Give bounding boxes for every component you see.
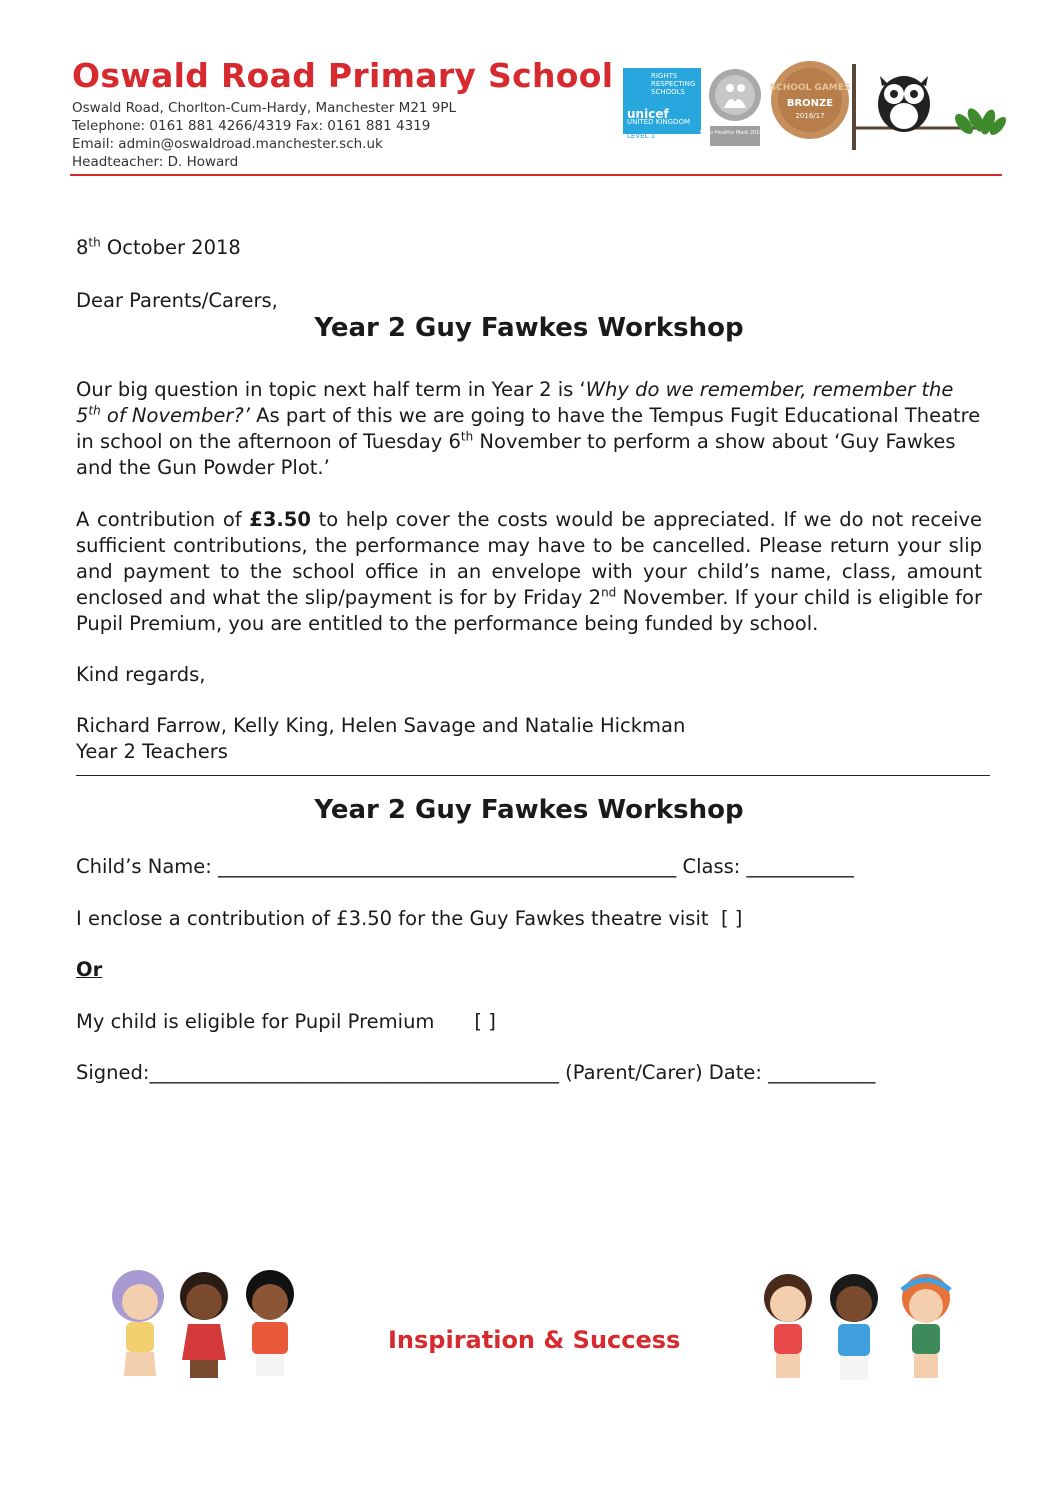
letter-signatory-role: Year 2 Teachers (76, 740, 228, 763)
rights-respecting-schools-logo (623, 68, 701, 140)
rrs-level-text: LEVEL 1 (627, 132, 656, 140)
rrs-uk-text: UNITED KINGDOM (627, 118, 690, 126)
letter-date: 8th October 2018 (76, 235, 241, 259)
bronze-year-text: 2016/17 (795, 112, 825, 120)
bronze-mid-text: BRONZE (786, 98, 834, 109)
pupil-premium-checkbox[interactable]: [ ] (474, 1010, 496, 1033)
slip-contribution-option: I enclose a contribution of £3.50 for the Guy Fawkes theatre visit [ ] (76, 907, 743, 930)
children-cartoon-left (96, 1266, 312, 1384)
slip-title: Year 2 Guy Fawkes Workshop (314, 795, 744, 825)
school-headteacher: Headteacher: D. Howard (72, 154, 239, 170)
silver-healthy-logo (699, 68, 771, 148)
letter-paragraph-1: Our big question in topic next half term in Year 2 is ‘Why do we remember, remember the 5th of November?’ As part of this we are going to have the Tempus Fugit Educational Theatre in school on the afternoon of Tuesday 6th November to perform a show about ‘Guy Fawkes and the Gun Powder Plot.’ (76, 378, 981, 479)
school-telephone: Telephone: 0161 881 4266/4319 Fax: 0161 881 4319 (72, 118, 431, 134)
letter-paragraph-2: A contribution of £3.50 to help cover the costs would be appreciated. If we do not receive sufficient contributions, the performance may have to be cancelled. Please return your slip and payment to the school office in an envelope with your child’s name, class, amount enclosed and what the slip/payment is for by Friday 2nd November. If your child is eligible for Pupil Premium, you are entitled to the performance being funded by school. (76, 508, 982, 635)
school-name: Oswald Road Primary School (72, 56, 614, 95)
letter-title: Year 2 Guy Fawkes Workshop (314, 313, 744, 343)
slip-child-name-class-field[interactable]: Child’s Name: _______________________________________________ Class: ___________ (76, 855, 854, 878)
letter-closing: Kind regards, (76, 663, 206, 686)
school-email: Email: admin@oswaldroad.manchester.sch.uk (72, 136, 383, 152)
letter-signatories: Richard Farrow, Kelly King, Helen Savage and Natalie Hickman (76, 714, 686, 737)
letter-salutation: Dear Parents/Carers, (76, 289, 278, 312)
slip-pupil-premium-option: My child is eligible for Pupil Premium [ ] (76, 1010, 496, 1033)
rrs-unicef-text: unicef (627, 107, 669, 121)
school-address: Oswald Road, Chorlton-Cum-Hardy, Manchester M21 9PL (72, 100, 457, 116)
slip-or-text: Or (76, 958, 103, 981)
bronze-top-text: SCHOOL GAMES (769, 83, 851, 93)
owl-branch-logo (852, 62, 1008, 154)
contribution-checkbox[interactable]: [ ] (720, 907, 743, 930)
children-cartoon-right (748, 1268, 966, 1388)
school-motto: Inspiration & Success (388, 1326, 681, 1354)
silver-caption: Silver Healthy Mark 2015/16 (699, 130, 771, 136)
slip-signed-date-field[interactable]: Signed:__________________________________________ (Parent/Carer) Date: ___________ (76, 1061, 876, 1084)
rrs-top-text: RIGHTS RESPECTING SCHOOLS (651, 72, 696, 96)
cut-line (76, 775, 990, 776)
header-divider (70, 174, 1002, 176)
school-games-bronze-logo (770, 60, 850, 140)
